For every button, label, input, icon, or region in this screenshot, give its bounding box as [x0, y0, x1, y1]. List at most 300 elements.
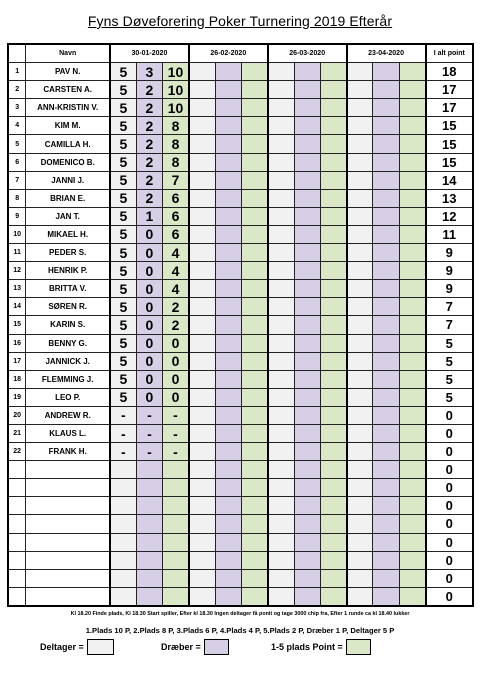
row-number: 6: [8, 153, 26, 171]
placement-points-cell: [320, 298, 346, 316]
header-date-2: 26-02-2020: [189, 44, 268, 63]
placement-points-cell: [241, 424, 267, 442]
draeber-cell: [215, 515, 241, 533]
placement-points-cell: [320, 135, 346, 153]
draeber-cell: [215, 352, 241, 370]
total-points: 14: [426, 171, 474, 189]
deltager-cell: 5: [110, 99, 136, 117]
player-name: FRANK H.: [26, 443, 110, 461]
placement-points-cell: [320, 406, 346, 424]
deltager-cell: [268, 135, 294, 153]
deltager-cell: [268, 515, 294, 533]
notice-text: Kl 18.20 Finde plads, Kl 18.30 Start spiller, Efter kl 18.30 Ingen deltager få ponit og tage 3000 chip fra, Efter 1 runde ca kl 18.40 lukker: [70, 611, 410, 617]
placement-points-cell: [163, 533, 189, 551]
draeber-cell: [215, 63, 241, 81]
draeber-cell: [373, 225, 399, 243]
row-number: [8, 515, 26, 533]
placement-points-cell: [320, 99, 346, 117]
deltager-cell: -: [110, 424, 136, 442]
deltager-cell: 5: [110, 225, 136, 243]
placement-points-cell: [241, 225, 267, 243]
player-name: KIM M.: [26, 117, 110, 135]
placement-points-cell: [320, 388, 346, 406]
placement-points-cell: [241, 280, 267, 298]
draeber-cell: [294, 262, 320, 280]
placement-points-cell: [320, 189, 346, 207]
table-row: [8, 334, 473, 352]
draeber-cell: 2: [136, 117, 162, 135]
row-number: 2: [8, 81, 26, 99]
header-date-1: 30-01-2020: [110, 44, 189, 63]
placement-points-cell: [320, 117, 346, 135]
table-row: [8, 280, 473, 298]
draeber-cell: [294, 135, 320, 153]
deltager-cell: [189, 569, 215, 587]
draeber-cell: [373, 135, 399, 153]
player-name: BRITTA V.: [26, 280, 110, 298]
draeber-cell: [294, 533, 320, 551]
placement-points-cell: 0: [163, 352, 189, 370]
table-row: [8, 569, 473, 587]
deltager-cell: [268, 189, 294, 207]
draeber-cell: [373, 515, 399, 533]
draeber-cell: [215, 153, 241, 171]
deltager-cell: [189, 497, 215, 515]
placement-points-cell: [399, 424, 425, 442]
draeber-cell: [136, 551, 162, 569]
deltager-cell: [347, 334, 373, 352]
draeber-cell: [373, 551, 399, 569]
placement-points-cell: [241, 497, 267, 515]
draeber-cell: [294, 207, 320, 225]
draeber-cell: 0: [136, 370, 162, 388]
row-number: 15: [8, 316, 26, 334]
table-row: [8, 207, 473, 225]
deltager-cell: [347, 244, 373, 262]
placement-points-cell: [241, 262, 267, 280]
placement-points-cell: [399, 117, 425, 135]
placement-points-cell: [241, 207, 267, 225]
header-date-3: 26-03-2020: [268, 44, 347, 63]
deltager-cell: [347, 117, 373, 135]
placement-points-cell: [399, 298, 425, 316]
deltager-cell: [189, 280, 215, 298]
total-points: 9: [426, 262, 474, 280]
total-points: 0: [426, 406, 474, 424]
placement-points-cell: [399, 99, 425, 117]
draeber-cell: [373, 334, 399, 352]
total-points: 18: [426, 63, 474, 81]
legend-deltager: [40, 639, 114, 655]
draeber-cell: [373, 189, 399, 207]
row-number: 14: [8, 298, 26, 316]
deltager-cell: [189, 334, 215, 352]
placement-points-cell: [241, 370, 267, 388]
placement-points-cell: [399, 443, 425, 461]
placement-points-cell: [241, 388, 267, 406]
player-name: CARSTEN A.: [26, 81, 110, 99]
deltager-cell: 5: [110, 171, 136, 189]
table-row: [8, 551, 473, 569]
header-row: [8, 44, 473, 63]
row-number: 21: [8, 424, 26, 442]
placement-points-cell: [320, 334, 346, 352]
deltager-cell: [268, 298, 294, 316]
placement-points-cell: 2: [163, 298, 189, 316]
deltager-cell: [189, 244, 215, 262]
deltager-cell: [347, 461, 373, 479]
placement-points-cell: [241, 81, 267, 99]
draeber-cell: [294, 515, 320, 533]
player-name: ANDREW R.: [26, 406, 110, 424]
deltager-cell: [189, 63, 215, 81]
player-name: PAV N.: [26, 63, 110, 81]
row-number: 4: [8, 117, 26, 135]
draeber-cell: [136, 461, 162, 479]
placement-points-cell: [320, 316, 346, 334]
draeber-cell: -: [136, 406, 162, 424]
draeber-cell: [294, 479, 320, 497]
total-points: 9: [426, 244, 474, 262]
player-name: [26, 497, 110, 515]
total-points: 13: [426, 189, 474, 207]
deltager-cell: [347, 171, 373, 189]
draeber-cell: [373, 424, 399, 442]
placement-points-cell: [320, 81, 346, 99]
placement-points-cell: [241, 189, 267, 207]
placement-points-cell: [399, 262, 425, 280]
deltager-cell: 5: [110, 207, 136, 225]
draeber-cell: [215, 461, 241, 479]
draeber-cell: [215, 117, 241, 135]
placement-points-cell: [399, 352, 425, 370]
deltager-cell: [189, 153, 215, 171]
table-row: [8, 316, 473, 334]
row-number: [8, 587, 26, 606]
draeber-cell: [136, 587, 162, 606]
placement-points-cell: [399, 551, 425, 569]
total-points: 15: [426, 135, 474, 153]
deltager-cell: [347, 551, 373, 569]
player-name: KLAUS L.: [26, 424, 110, 442]
draeber-cell: [136, 497, 162, 515]
deltager-cell: [268, 533, 294, 551]
deltager-cell: [268, 117, 294, 135]
deltager-cell: [347, 587, 373, 606]
deltager-cell: [189, 352, 215, 370]
draeber-cell: [215, 497, 241, 515]
draeber-cell: [215, 81, 241, 99]
placement-points-cell: [320, 461, 346, 479]
placement-points-cell: 8: [163, 135, 189, 153]
player-name: BRIAN E.: [26, 189, 110, 207]
placement-points-cell: 0: [163, 388, 189, 406]
deltager-cell: 5: [110, 117, 136, 135]
draeber-cell: [215, 135, 241, 153]
draeber-cell: [215, 334, 241, 352]
table-row: [8, 497, 473, 515]
deltager-cell: [347, 370, 373, 388]
player-name: KARIN S.: [26, 316, 110, 334]
player-name: [26, 551, 110, 569]
draeber-cell: [294, 280, 320, 298]
draeber-cell: [373, 461, 399, 479]
player-name: BENNY G.: [26, 334, 110, 352]
table-row: [8, 587, 473, 606]
score-table: [7, 43, 474, 607]
table-row: [8, 461, 473, 479]
row-number: 18: [8, 370, 26, 388]
draeber-cell: 0: [136, 334, 162, 352]
deltager-cell: [189, 515, 215, 533]
total-points: 0: [426, 533, 474, 551]
deltager-cell: [189, 316, 215, 334]
legend-deltager-label: Deltager =: [40, 642, 84, 652]
table-row: [8, 479, 473, 497]
placement-points-cell: [320, 569, 346, 587]
placement-points-cell: [163, 515, 189, 533]
table-row: [8, 370, 473, 388]
placement-points-cell: [241, 117, 267, 135]
deltager-cell: [110, 587, 136, 606]
table-row: [8, 117, 473, 135]
deltager-cell: [347, 262, 373, 280]
deltager-cell: 5: [110, 370, 136, 388]
deltager-cell: [268, 207, 294, 225]
deltager-cell: [110, 551, 136, 569]
draeber-cell: [215, 262, 241, 280]
deltager-cell: 5: [110, 262, 136, 280]
deltager-cell: -: [110, 406, 136, 424]
placement-points-cell: [163, 587, 189, 606]
total-points: 0: [426, 515, 474, 533]
draeber-cell: [294, 569, 320, 587]
deltager-cell: [347, 81, 373, 99]
deltager-cell: [268, 225, 294, 243]
deltager-cell: [189, 99, 215, 117]
row-number: 16: [8, 334, 26, 352]
total-points: 7: [426, 316, 474, 334]
draeber-cell: -: [136, 443, 162, 461]
draeber-cell: [294, 443, 320, 461]
deltager-cell: [347, 298, 373, 316]
row-number: 1: [8, 63, 26, 81]
table-row: [8, 63, 473, 81]
legend-draeber: [161, 639, 229, 655]
draeber-cell: [294, 587, 320, 606]
table-row: [8, 225, 473, 243]
player-name: DOMENICO B.: [26, 153, 110, 171]
row-number: [8, 461, 26, 479]
total-points: 9: [426, 280, 474, 298]
deltager-cell: 5: [110, 280, 136, 298]
row-number: [8, 497, 26, 515]
total-points: 0: [426, 461, 474, 479]
draeber-cell: [373, 262, 399, 280]
placement-points-cell: 0: [163, 334, 189, 352]
draeber-cell: [294, 370, 320, 388]
placement-points-cell: [399, 171, 425, 189]
placement-points-cell: [399, 334, 425, 352]
placement-points-cell: [399, 153, 425, 171]
deltager-cell: [110, 533, 136, 551]
placement-points-cell: [320, 280, 346, 298]
player-name: MIKAEL H.: [26, 225, 110, 243]
placement-points-cell: 6: [163, 225, 189, 243]
draeber-cell: [294, 244, 320, 262]
draeber-cell: [215, 316, 241, 334]
table-row: [8, 81, 473, 99]
deltager-cell: [189, 388, 215, 406]
placement-points-cell: [399, 280, 425, 298]
total-points: 17: [426, 81, 474, 99]
placement-points-cell: [399, 370, 425, 388]
total-points: 0: [426, 479, 474, 497]
placement-points-cell: [241, 244, 267, 262]
placement-points-cell: [320, 207, 346, 225]
draeber-cell: [215, 171, 241, 189]
row-number: 12: [8, 262, 26, 280]
placement-points-cell: [399, 388, 425, 406]
draeber-cell: [215, 244, 241, 262]
page-title: Fyns Døveforering Poker Turnering 2019 Efterår: [87, 13, 393, 29]
player-name: JANNI J.: [26, 171, 110, 189]
deltager-cell: [268, 316, 294, 334]
deltager-cell: [189, 298, 215, 316]
table-row: [8, 99, 473, 117]
draeber-cell: [294, 225, 320, 243]
deltager-cell: [347, 280, 373, 298]
deltager-cell: [189, 551, 215, 569]
draeber-cell: [373, 388, 399, 406]
row-number: 7: [8, 171, 26, 189]
draeber-cell: [373, 587, 399, 606]
row-number: 9: [8, 207, 26, 225]
draeber-cell: [294, 334, 320, 352]
draeber-cell: [373, 370, 399, 388]
total-points: 0: [426, 424, 474, 442]
deltager-cell: [268, 262, 294, 280]
draeber-cell: [294, 551, 320, 569]
legend-points: [271, 639, 371, 655]
row-number: 17: [8, 352, 26, 370]
total-points: 0: [426, 497, 474, 515]
placement-points-cell: [399, 406, 425, 424]
placement-points-cell: [241, 569, 267, 587]
deltager-cell: [268, 388, 294, 406]
player-name: ANN-KRISTIN V.: [26, 99, 110, 117]
row-number: 20: [8, 406, 26, 424]
deltager-cell: [110, 515, 136, 533]
placement-points-cell: [241, 352, 267, 370]
deltager-cell: [189, 81, 215, 99]
draeber-cell: 0: [136, 298, 162, 316]
total-points: 11: [426, 225, 474, 243]
draeber-cell: 1: [136, 207, 162, 225]
draeber-cell: 0: [136, 244, 162, 262]
placement-points-cell: [241, 479, 267, 497]
deltager-cell: [347, 479, 373, 497]
table-row: [8, 244, 473, 262]
draeber-cell: 0: [136, 262, 162, 280]
draeber-cell: [294, 388, 320, 406]
placement-points-cell: [399, 225, 425, 243]
draeber-cell: [215, 207, 241, 225]
legend-points-swatch: [346, 639, 371, 655]
draeber-cell: 2: [136, 153, 162, 171]
draeber-cell: [294, 316, 320, 334]
draeber-cell: [215, 569, 241, 587]
draeber-cell: [294, 406, 320, 424]
player-name: JANNICK J.: [26, 352, 110, 370]
placement-points-cell: [241, 171, 267, 189]
player-name: [26, 461, 110, 479]
deltager-cell: 5: [110, 298, 136, 316]
placement-points-cell: 4: [163, 244, 189, 262]
deltager-cell: [189, 370, 215, 388]
placement-points-cell: [320, 497, 346, 515]
deltager-cell: [189, 171, 215, 189]
draeber-cell: [136, 569, 162, 587]
placement-points-cell: [320, 63, 346, 81]
placement-points-cell: [320, 370, 346, 388]
placement-points-cell: 8: [163, 153, 189, 171]
draeber-cell: 2: [136, 81, 162, 99]
total-points: 5: [426, 388, 474, 406]
placement-points-cell: -: [163, 406, 189, 424]
placement-points-cell: [399, 497, 425, 515]
placement-points-cell: [320, 443, 346, 461]
table-row: [8, 262, 473, 280]
placement-points-cell: [320, 479, 346, 497]
table-row: [8, 352, 473, 370]
draeber-cell: [373, 497, 399, 515]
placement-points-cell: [241, 443, 267, 461]
placement-points-cell: [399, 316, 425, 334]
header-name: Navn: [26, 44, 110, 63]
deltager-cell: [189, 225, 215, 243]
deltager-cell: 5: [110, 81, 136, 99]
placement-points-cell: 4: [163, 262, 189, 280]
deltager-cell: [347, 406, 373, 424]
deltager-cell: [347, 135, 373, 153]
player-name: PEDER S.: [26, 244, 110, 262]
row-number: 19: [8, 388, 26, 406]
row-number: [8, 479, 26, 497]
placement-points-cell: [399, 515, 425, 533]
player-name: [26, 479, 110, 497]
table-row: [8, 443, 473, 461]
deltager-cell: [347, 497, 373, 515]
deltager-cell: [347, 388, 373, 406]
deltager-cell: [347, 316, 373, 334]
header-blank: [8, 44, 26, 63]
total-points: 5: [426, 370, 474, 388]
deltager-cell: [268, 443, 294, 461]
draeber-cell: [294, 153, 320, 171]
table-row: [8, 424, 473, 442]
placement-points-cell: [320, 153, 346, 171]
deltager-cell: 5: [110, 334, 136, 352]
row-number: 3: [8, 99, 26, 117]
draeber-cell: [373, 99, 399, 117]
player-name: [26, 533, 110, 551]
deltager-cell: -: [110, 443, 136, 461]
player-name: LEO P.: [26, 388, 110, 406]
draeber-cell: [373, 63, 399, 81]
deltager-cell: [347, 443, 373, 461]
table-row: [8, 189, 473, 207]
